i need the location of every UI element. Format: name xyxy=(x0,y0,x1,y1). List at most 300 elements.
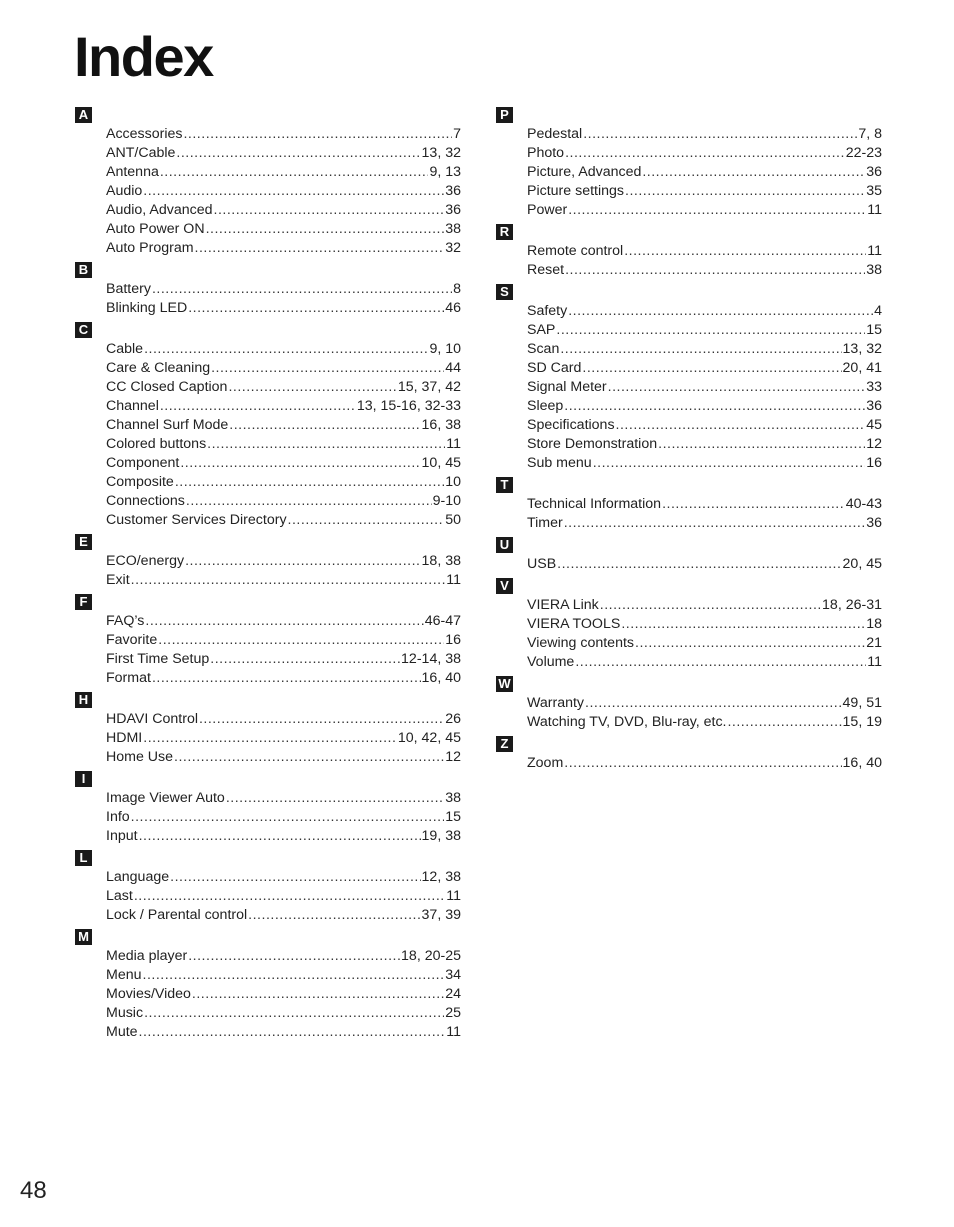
index-section-l xyxy=(75,849,461,925)
index-entry xyxy=(527,340,882,359)
index-entry-term: Auto Program xyxy=(106,240,194,256)
index-entry xyxy=(106,887,461,906)
index-entry-pages: 11 xyxy=(446,436,461,452)
index-entry xyxy=(527,144,882,163)
index-section-f xyxy=(75,593,461,688)
index-entry-pages: 32 xyxy=(445,240,461,256)
index-entry-list xyxy=(106,868,461,925)
dot-leader xyxy=(207,435,445,454)
section-letter-badge: B xyxy=(75,262,92,278)
index-entry-term: HDAVI Control xyxy=(106,711,198,727)
index-entry xyxy=(527,302,882,321)
dot-leader xyxy=(143,729,397,748)
index-entry-pages: 11 xyxy=(446,572,461,588)
index-entry xyxy=(527,397,882,416)
dot-leader xyxy=(556,321,865,340)
index-entry xyxy=(527,495,882,514)
dot-leader xyxy=(564,397,865,416)
index-entry-pages: 25 xyxy=(445,1005,461,1021)
index-entry-pages: 34 xyxy=(445,967,461,983)
index-entry-pages: 36 xyxy=(866,164,882,180)
index-entry-pages: 20, 45 xyxy=(842,556,882,572)
index-entry xyxy=(106,397,461,416)
index-entry-pages: 16 xyxy=(866,455,882,471)
dot-leader xyxy=(186,492,432,511)
index-entry-term: Zoom xyxy=(527,755,564,771)
dot-leader xyxy=(616,416,866,435)
dot-leader xyxy=(139,1023,446,1042)
dot-leader xyxy=(139,827,421,846)
index-entry-list xyxy=(106,552,461,590)
dot-leader xyxy=(158,631,444,650)
index-entry-pages: 9, 13 xyxy=(429,164,461,180)
dot-leader xyxy=(565,144,845,163)
index-entry-pages: 10, 42, 45 xyxy=(397,730,461,746)
index-entry-term: Exit xyxy=(106,572,130,588)
dot-leader xyxy=(662,495,845,514)
index-entry-pages: 45 xyxy=(866,417,882,433)
index-entry xyxy=(106,906,461,925)
section-letter-badge: R xyxy=(496,224,513,240)
index-section-h xyxy=(75,691,461,767)
index-entry xyxy=(106,966,461,985)
dot-leader xyxy=(727,713,841,732)
index-entry-term: Watching TV, DVD, Blu-ray, etc. xyxy=(527,714,727,730)
dot-leader xyxy=(188,947,400,966)
index-entry xyxy=(106,280,461,299)
index-entry xyxy=(527,435,882,454)
index-entry-term: Music xyxy=(106,1005,144,1021)
index-entry-term: Scan xyxy=(527,341,560,357)
index-entry xyxy=(106,947,461,966)
index-entry-term: Customer Services Directory xyxy=(106,512,287,528)
index-entry-pages: 16, 40 xyxy=(421,670,461,686)
index-entry-pages: 40-43 xyxy=(845,496,882,512)
section-letter-badge: A xyxy=(75,107,92,123)
dot-leader xyxy=(608,378,866,397)
index-entry-pages: 21 xyxy=(866,635,882,651)
dot-leader xyxy=(568,302,873,321)
index-entry-term: Warranty xyxy=(527,695,585,711)
index-entry-pages: 7, 8 xyxy=(858,126,882,142)
index-entry-pages: 15, 37, 42 xyxy=(397,379,461,395)
section-letter-badge: L xyxy=(75,850,92,866)
index-entry-term: Input xyxy=(106,828,138,844)
index-entry-pages: 12 xyxy=(445,749,461,765)
index-section-c xyxy=(75,321,461,530)
dot-leader xyxy=(658,435,865,454)
index-entry-pages: 11 xyxy=(446,888,461,904)
index-entry-pages: 38 xyxy=(445,790,461,806)
dot-leader xyxy=(214,201,445,220)
index-entry-term: VIERA Link xyxy=(527,597,599,613)
index-entry-term: ECO/energy xyxy=(106,553,185,569)
page-title: Index xyxy=(74,25,213,88)
index-entry xyxy=(106,985,461,1004)
section-letter-badge: Z xyxy=(496,736,513,752)
index-entry xyxy=(106,552,461,571)
index-entry-pages: 20, 41 xyxy=(842,360,882,376)
index-section-t xyxy=(496,476,882,533)
index-entry xyxy=(106,144,461,163)
section-letter-badge: C xyxy=(75,322,92,338)
index-entry-pages: 15 xyxy=(445,809,461,825)
index-entry-pages: 12, 38 xyxy=(421,869,461,885)
dot-leader xyxy=(160,397,356,416)
dot-leader xyxy=(192,985,444,1004)
index-entry-pages: 36 xyxy=(445,183,461,199)
index-entry xyxy=(106,163,461,182)
index-entry-term: Care & Cleaning xyxy=(106,360,211,376)
index-entry xyxy=(527,242,882,261)
dot-leader xyxy=(183,125,452,144)
index-entry xyxy=(106,729,461,748)
index-entry-pages: 36 xyxy=(866,398,882,414)
dot-leader xyxy=(585,694,842,713)
section-letter-badge: P xyxy=(496,107,513,123)
dot-leader xyxy=(134,887,445,906)
index-entry xyxy=(527,321,882,340)
index-entry-term: Photo xyxy=(527,145,565,161)
index-entry-term: HDMI xyxy=(106,730,143,746)
index-entry xyxy=(106,650,461,669)
dot-leader xyxy=(199,710,444,729)
index-entry-term: Remote control xyxy=(527,243,624,259)
index-entry-term: Pedestal xyxy=(527,126,583,142)
index-entry-term: SD Card xyxy=(527,360,582,376)
index-entry-list xyxy=(106,280,461,318)
index-entry-term: Connections xyxy=(106,493,185,509)
dot-leader xyxy=(210,650,400,669)
section-letter-badge: T xyxy=(496,477,513,493)
index-section-s xyxy=(496,283,882,473)
dot-leader xyxy=(188,299,444,318)
index-entry-pages: 13, 32 xyxy=(842,341,882,357)
index-entry-term: Accessories xyxy=(106,126,183,142)
index-entry-pages: 7 xyxy=(453,126,461,142)
dot-leader xyxy=(229,416,420,435)
index-entry-term: Media player xyxy=(106,948,188,964)
dot-leader xyxy=(600,596,821,615)
index-entry-term: Timer xyxy=(527,515,563,531)
index-entry-term: Volume xyxy=(527,654,575,670)
index-entry xyxy=(106,378,461,397)
index-section-a xyxy=(75,106,461,258)
index-section-e xyxy=(75,533,461,590)
index-section-r xyxy=(496,223,882,280)
dot-leader xyxy=(642,163,865,182)
index-entry-pages: 12 xyxy=(866,436,882,452)
dot-leader xyxy=(575,653,866,672)
index-entry xyxy=(106,612,461,631)
index-entry-list xyxy=(106,710,461,767)
index-entry-pages: 16 xyxy=(445,632,461,648)
index-entry-pages: 15 xyxy=(866,322,882,338)
index-entry-pages: 16, 40 xyxy=(842,755,882,771)
dot-leader xyxy=(568,201,866,220)
index-entry xyxy=(106,359,461,378)
index-entry-list xyxy=(527,754,882,773)
index-entry-term: Info xyxy=(106,809,130,825)
dot-leader xyxy=(131,808,445,827)
index-entry xyxy=(106,492,461,511)
index-entry xyxy=(106,868,461,887)
index-entry-term: Sleep xyxy=(527,398,564,414)
dot-leader xyxy=(160,163,429,182)
index-entry xyxy=(527,359,882,378)
index-entry xyxy=(106,710,461,729)
dot-leader xyxy=(211,359,444,378)
page-number: 48 xyxy=(20,1177,47,1204)
dot-leader xyxy=(583,125,857,144)
index-entry-pages: 18, 20-25 xyxy=(401,948,461,964)
index-section-b xyxy=(75,261,461,318)
index-entry-list xyxy=(527,596,882,672)
index-entry-term: Menu xyxy=(106,967,142,983)
index-entry-term: VIERA TOOLS xyxy=(527,616,621,632)
index-entry-term: Auto Power ON xyxy=(106,221,205,237)
index-entry-list xyxy=(527,555,882,574)
index-entry xyxy=(106,182,461,201)
dot-leader xyxy=(288,511,445,530)
index-entry-pages: 12-14, 38 xyxy=(401,651,461,667)
section-letter-badge: M xyxy=(75,929,92,945)
index-entry-pages: 11 xyxy=(867,243,882,259)
index-entry-term: Channel Surf Mode xyxy=(106,417,229,433)
dot-leader xyxy=(565,261,865,280)
index-entry-term: Audio xyxy=(106,183,143,199)
index-entry-term: Picture settings xyxy=(527,183,624,199)
index-entry-list xyxy=(106,612,461,688)
index-entry-pages: 11 xyxy=(446,1024,461,1040)
index-entry-term: Last xyxy=(106,888,133,904)
dot-leader xyxy=(624,242,866,261)
section-letter-badge: I xyxy=(75,771,92,787)
index-entry-pages: 16, 38 xyxy=(421,417,461,433)
index-entry-pages: 18, 26-31 xyxy=(822,597,882,613)
index-entry-term: Format xyxy=(106,670,151,686)
index-entry-term: Reset xyxy=(527,262,565,278)
dot-leader xyxy=(560,340,841,359)
dot-leader xyxy=(174,748,444,767)
index-entry-term: Language xyxy=(106,869,170,885)
index-entry-pages: 19, 38 xyxy=(421,828,461,844)
index-entry-list xyxy=(527,694,882,732)
index-entry xyxy=(527,416,882,435)
index-entry xyxy=(106,435,461,454)
index-entry-term: Picture, Advanced xyxy=(527,164,642,180)
index-entry xyxy=(106,125,461,144)
index-entry-pages: 10, 45 xyxy=(421,455,461,471)
index-entry-term: Blinking LED xyxy=(106,300,188,316)
index-entry xyxy=(106,201,461,220)
index-entry-term: Store Demonstration xyxy=(527,436,658,452)
index-entry-pages: 18, 38 xyxy=(421,553,461,569)
dot-leader xyxy=(635,634,865,653)
index-entry-term: Colored buttons xyxy=(106,436,207,452)
index-section-w xyxy=(496,675,882,732)
index-entry xyxy=(527,615,882,634)
dot-leader xyxy=(152,280,452,299)
index-entry xyxy=(527,163,882,182)
index-entry xyxy=(106,808,461,827)
index-entry-pages: 44 xyxy=(445,360,461,376)
index-entry-list xyxy=(527,242,882,280)
index-section-m xyxy=(75,928,461,1042)
index-entry-term: ANT/Cable xyxy=(106,145,176,161)
index-section-v xyxy=(496,577,882,672)
index-entry xyxy=(106,416,461,435)
index-entry-pages: 11 xyxy=(867,654,882,670)
index-entry-pages: 9, 10 xyxy=(429,341,461,357)
dot-leader xyxy=(143,182,444,201)
index-entry xyxy=(106,748,461,767)
index-entry-pages: 18 xyxy=(866,616,882,632)
index-section-u xyxy=(496,536,882,574)
index-entry-list xyxy=(106,340,461,530)
index-entry-term: Power xyxy=(527,202,568,218)
index-entry-term: Battery xyxy=(106,281,151,297)
index-entry-pages: 37, 39 xyxy=(421,907,461,923)
index-entry-term: Channel xyxy=(106,398,159,414)
section-letter-badge: E xyxy=(75,534,92,550)
index-entry xyxy=(106,827,461,846)
index-entry-pages: 36 xyxy=(866,515,882,531)
index-entry xyxy=(527,596,882,615)
index-entry xyxy=(106,340,461,359)
dot-leader xyxy=(185,552,420,571)
dot-leader xyxy=(175,473,444,492)
index-entry-list xyxy=(106,789,461,846)
section-letter-badge: W xyxy=(496,676,513,692)
index-entry-pages: 8 xyxy=(453,281,461,297)
index-entry-pages: 24 xyxy=(445,986,461,1002)
index-entry xyxy=(527,514,882,533)
index-entry xyxy=(527,182,882,201)
dot-leader xyxy=(625,182,865,201)
index-entry xyxy=(106,299,461,318)
index-entry-term: Home Use xyxy=(106,749,174,765)
index-entry-pages: 35 xyxy=(866,183,882,199)
index-entry-term: Favorite xyxy=(106,632,158,648)
index-entry-pages: 49, 51 xyxy=(842,695,882,711)
index-entry xyxy=(106,220,461,239)
index-entry-list xyxy=(527,302,882,473)
dot-leader xyxy=(557,555,841,574)
dot-leader xyxy=(564,514,865,533)
index-entry-pages: 15, 19 xyxy=(842,714,882,730)
dot-leader xyxy=(144,340,428,359)
index-entry xyxy=(527,555,882,574)
index-column-right xyxy=(496,106,882,776)
index-entry-pages: 36 xyxy=(445,202,461,218)
index-entry-pages: 9-10 xyxy=(432,493,461,509)
index-entry xyxy=(527,201,882,220)
index-entry-term: Audio, Advanced xyxy=(106,202,213,218)
index-entry-term: Technical Information xyxy=(527,496,662,512)
section-letter-badge: F xyxy=(75,594,92,610)
index-entry xyxy=(106,789,461,808)
index-entry-term: USB xyxy=(527,556,557,572)
index-entry-pages: 26 xyxy=(445,711,461,727)
dot-leader xyxy=(195,239,445,258)
index-entry xyxy=(527,653,882,672)
index-entry-term: Signal Meter xyxy=(527,379,607,395)
dot-leader xyxy=(228,378,396,397)
index-entry-list xyxy=(106,125,461,258)
index-entry xyxy=(527,754,882,773)
index-entry xyxy=(106,511,461,530)
dot-leader xyxy=(248,906,420,925)
dot-leader xyxy=(621,615,865,634)
index-entry xyxy=(106,571,461,590)
index-section-z xyxy=(496,735,882,773)
index-entry-term: Movies/Video xyxy=(106,986,191,1002)
index-entry-pages: 10 xyxy=(445,474,461,490)
index-entry-term: Safety xyxy=(527,303,568,319)
section-letter-badge: S xyxy=(496,284,513,300)
index-entry-pages: 13, 15-16, 32-33 xyxy=(356,398,461,414)
index-entry-list xyxy=(106,947,461,1042)
index-entry-term: Cable xyxy=(106,341,144,357)
section-letter-badge: U xyxy=(496,537,513,553)
index-entry xyxy=(527,454,882,473)
index-entry xyxy=(106,454,461,473)
dot-leader xyxy=(131,571,446,590)
index-entry-pages: 38 xyxy=(445,221,461,237)
index-entry xyxy=(527,713,882,732)
index-entry xyxy=(106,473,461,492)
index-entry-term: Image Viewer Auto xyxy=(106,790,225,806)
section-letter-badge: H xyxy=(75,692,92,708)
index-entry xyxy=(527,261,882,280)
index-entry-term: Viewing contents xyxy=(527,635,635,651)
dot-leader xyxy=(145,612,423,631)
index-entry xyxy=(527,634,882,653)
dot-leader xyxy=(144,1004,444,1023)
dot-leader xyxy=(226,789,444,808)
index-entry-pages: 38 xyxy=(866,262,882,278)
dot-leader xyxy=(143,966,445,985)
index-entry-term: Lock / Parental control xyxy=(106,907,248,923)
index-entry-pages: 50 xyxy=(445,512,461,528)
index-entry xyxy=(106,631,461,650)
index-section-p xyxy=(496,106,882,220)
index-entry-pages: 11 xyxy=(867,202,882,218)
index-entry-pages: 22-23 xyxy=(845,145,882,161)
index-entry-list xyxy=(527,125,882,220)
index-entry-pages: 13, 32 xyxy=(421,145,461,161)
dot-leader xyxy=(176,144,420,163)
dot-leader xyxy=(564,754,841,773)
dot-leader xyxy=(152,669,421,688)
index-entry-list xyxy=(527,495,882,533)
dot-leader xyxy=(180,454,420,473)
index-entry-term: Specifications xyxy=(527,417,615,433)
dot-leader xyxy=(170,868,420,887)
index-entry xyxy=(106,1023,461,1042)
index-entry-term: CC Closed Caption xyxy=(106,379,228,395)
index-entry-pages: 4 xyxy=(874,303,882,319)
index-entry-pages: 33 xyxy=(866,379,882,395)
index-entry-term: Antenna xyxy=(106,164,159,180)
index-entry-term: FAQ’s xyxy=(106,613,145,629)
index-entry-term: First Time Setup xyxy=(106,651,210,667)
index-entry-term: Component xyxy=(106,455,180,471)
dot-leader xyxy=(582,359,841,378)
index-entry-term: SAP xyxy=(527,322,556,338)
index-entry-pages: 46 xyxy=(445,300,461,316)
